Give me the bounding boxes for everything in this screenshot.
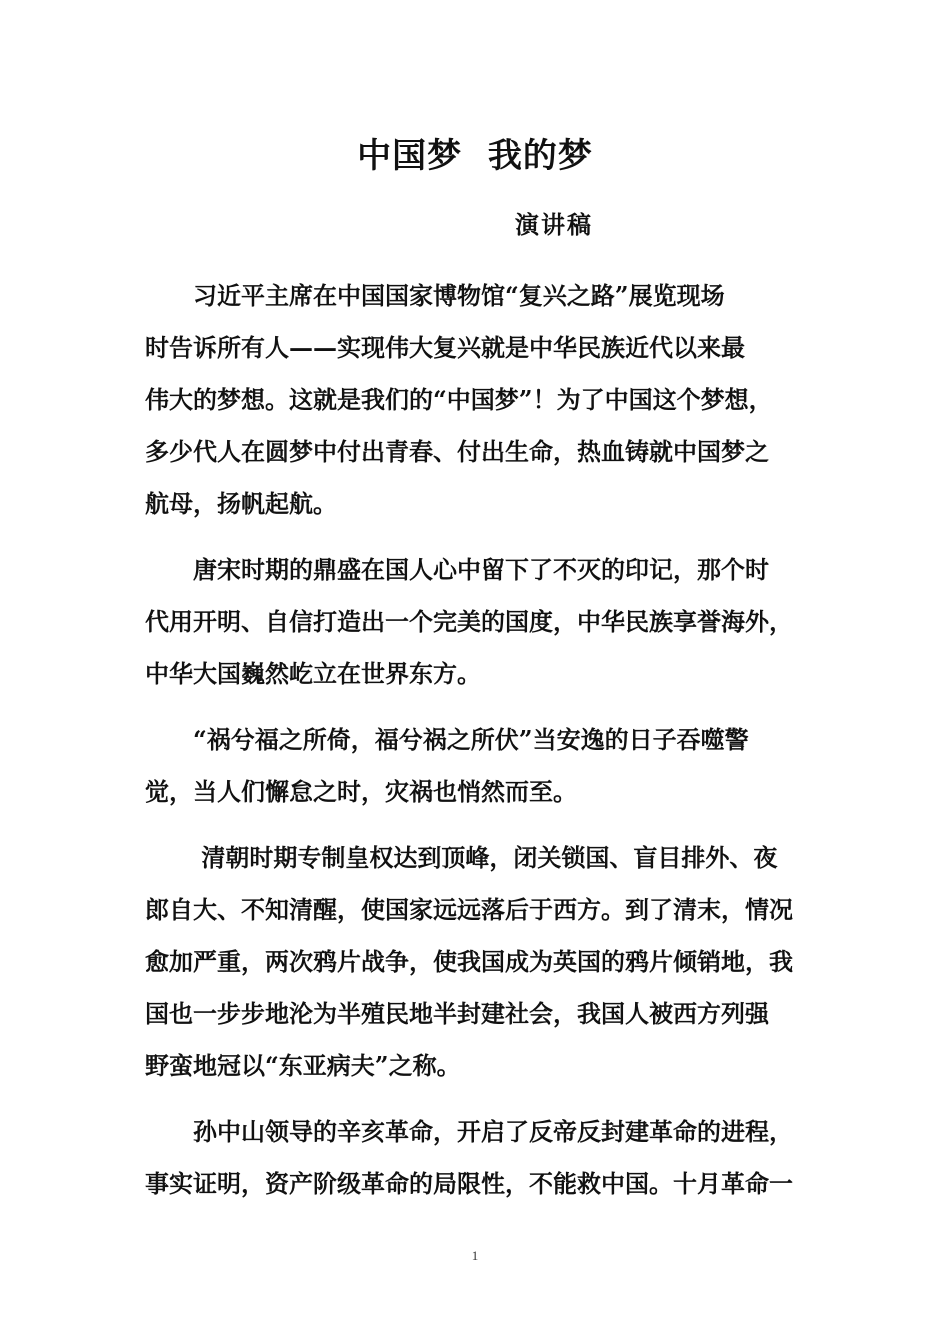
text-line: 代用开明、自信打造出一个完美的国度，中华民族享誉海外，	[145, 607, 793, 636]
text-line: 清朝时期专制皇权达到顶峰，闭关锁国、盲目排外、夜	[145, 843, 778, 872]
text-line: 唐宋时期的鼎盛在国人心中留下了不灭的印记，那个时	[145, 555, 769, 584]
text-line: “祸兮福之所倚，福兮祸之所伏”当安逸的日子吞噬警	[145, 725, 749, 754]
text-line: 事实证明，资产阶级革命的局限性，不能救中国。十月革命一	[145, 1169, 793, 1198]
document-subtitle: 演讲稿	[515, 210, 593, 239]
text-line: 习近平主席在中国国家博物馆“复兴之路”展览现场	[145, 281, 725, 310]
paragraph	[145, 1106, 835, 1210]
text-line: 愈加严重，两次鸦片战争，使我国成为英国的鸦片倾销地，我	[145, 947, 793, 976]
document-body	[145, 270, 835, 1224]
text-line: 野蛮地冠以“东亚病夫”之称。	[145, 1051, 461, 1080]
text-line: 时告诉所有人——实现伟大复兴就是中华民族近代以来最	[145, 333, 745, 362]
text-line: 孙中山领导的辛亥革命，开启了反帝反封建革命的进程，	[145, 1117, 793, 1146]
text-line: 郎自大、不知清醒，使国家远远落后于西方。到了清末，情况	[145, 895, 793, 924]
paragraph	[145, 270, 835, 530]
page-number: 1	[471, 1248, 479, 1263]
text-line: 伟大的梦想。这就是我们的“中国梦”！为了中国这个梦想，	[145, 385, 773, 414]
paragraph	[145, 544, 835, 700]
text-line: 航母，扬帆起航。	[145, 489, 337, 518]
text-line: 多少代人在圆梦中付出青春、付出生命，热血铸就中国梦之	[145, 437, 769, 466]
document-title: 中国梦 我的梦	[357, 136, 593, 176]
paragraph	[145, 714, 835, 818]
paragraph	[145, 832, 835, 1092]
text-line: 国也一步步地沦为半殖民地半封建社会，我国人被西方列强	[145, 999, 769, 1028]
text-line: 觉，当人们懈怠之时，灾祸也悄然而至。	[145, 777, 577, 806]
text-line: 中华大国巍然屹立在世界东方。	[145, 659, 481, 688]
